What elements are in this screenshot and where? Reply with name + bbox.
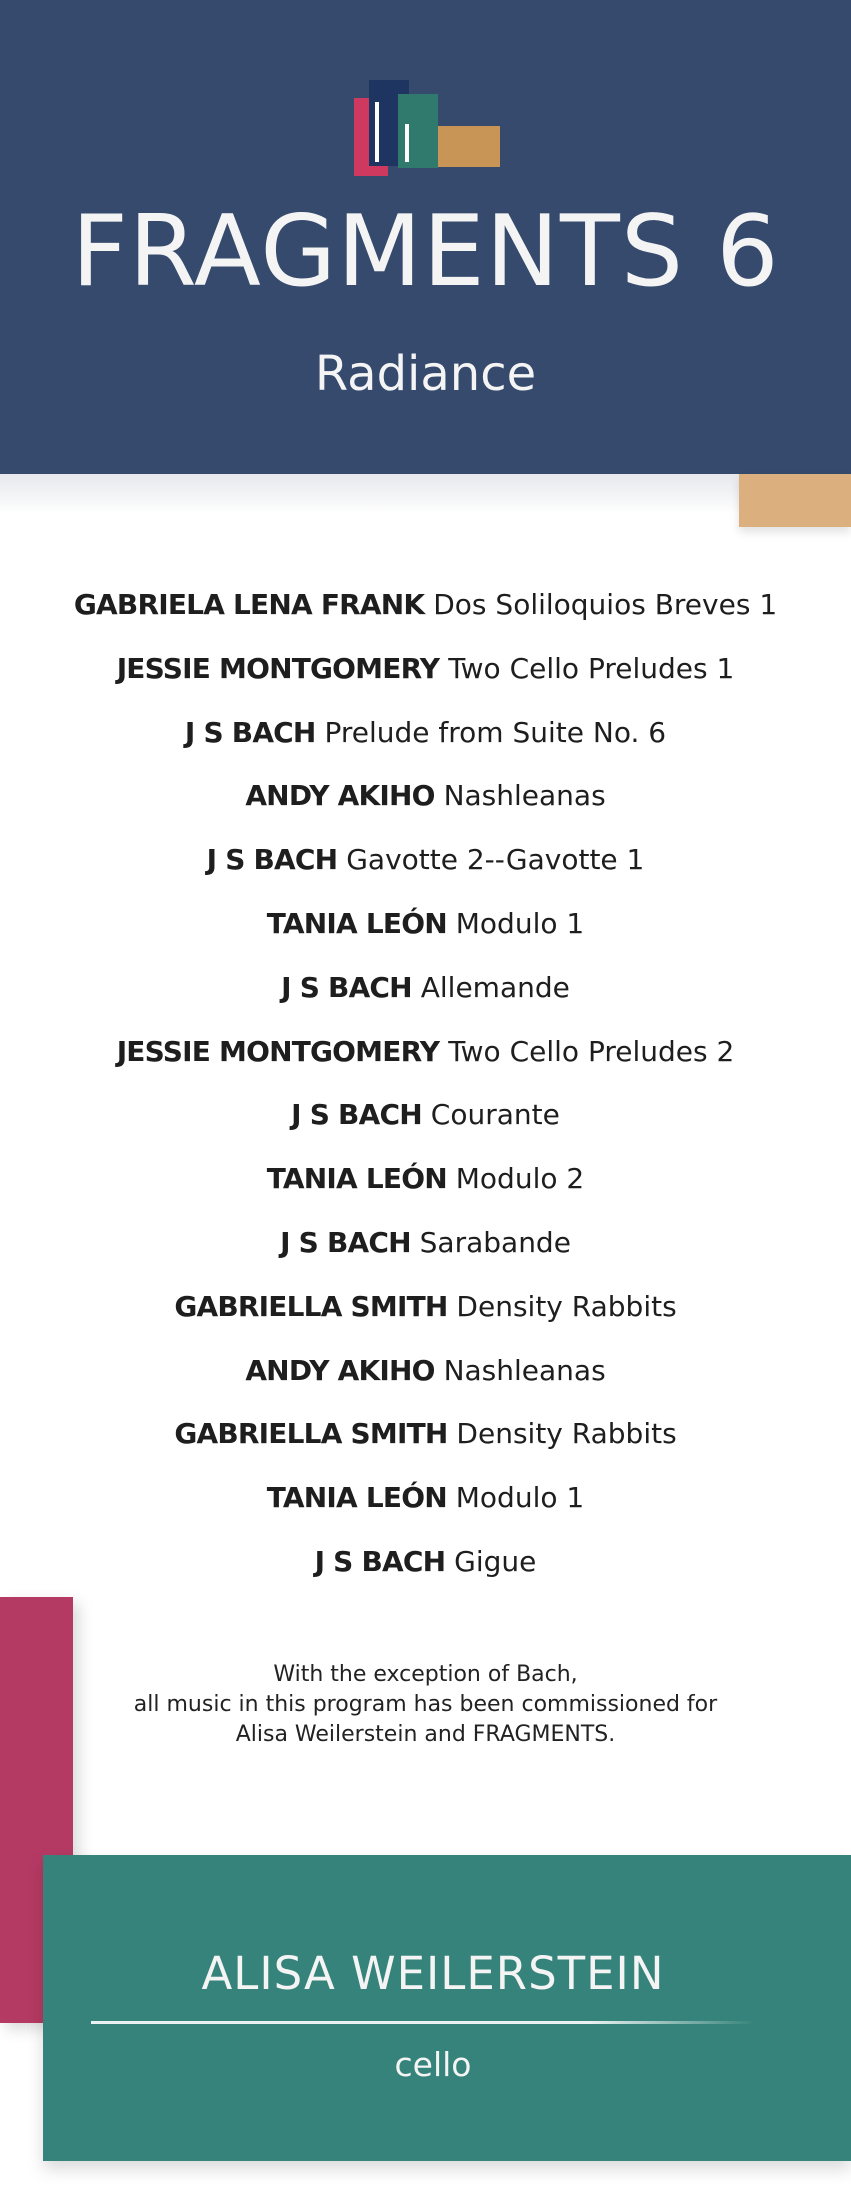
work-title: Nashleanas: [443, 1353, 606, 1387]
composer-name: GABRIELLA SMITH: [174, 1417, 448, 1451]
note-line: With the exception of Bach,: [273, 1662, 578, 1687]
work-title: Gigue: [454, 1544, 537, 1578]
work-title: Density Rabbits: [456, 1417, 677, 1451]
performer-panel: [43, 1855, 851, 2161]
composer-name: J S BACH: [281, 970, 412, 1004]
page-subtitle: Radiance: [314, 346, 537, 402]
note-line: all music in this program has been commissioned for: [133, 1692, 718, 1717]
program-item: [0, 899, 851, 963]
composer-name: ANDY AKIHO: [245, 1353, 435, 1387]
composer-name: J S BACH: [314, 1544, 446, 1578]
work-title: Sarabande: [419, 1225, 571, 1259]
fragments-logo-icon: [354, 80, 500, 176]
work-title: Allemande: [420, 970, 570, 1004]
work-title: Prelude from Suite No. 6: [324, 715, 667, 749]
program-list: [0, 580, 851, 1601]
header-banner: [0, 0, 851, 474]
program-item: [0, 708, 851, 772]
commission-note: [100, 1660, 751, 1750]
composer-name: GABRIELA LENA FRANK: [73, 588, 425, 621]
work-title: Two Cello Preludes 1: [448, 651, 735, 685]
composer-name: JESSIE MONTGOMERY: [116, 1034, 440, 1068]
program-item: [0, 1218, 851, 1282]
program-item: [0, 835, 851, 899]
composer-name: TANIA LEÓN: [266, 906, 447, 940]
program-item: [0, 1090, 851, 1154]
program-item: [0, 1537, 851, 1601]
composer-name: J S BACH: [291, 1098, 422, 1132]
composer-name: TANIA LEÓN: [266, 1481, 447, 1515]
divider: [91, 2021, 755, 2024]
program-item: [0, 771, 851, 835]
program-item: [0, 1346, 851, 1410]
composer-name: J S BACH: [184, 715, 316, 749]
composer-name: J S BACH: [280, 1225, 411, 1259]
gold-accent-tab: [739, 474, 851, 527]
program-item: [0, 963, 851, 1027]
performer-instrument: cello: [394, 2045, 472, 2084]
performer-name: ALISA WEILERSTEIN: [201, 1947, 665, 2000]
work-title: Modulo 1: [455, 1481, 585, 1515]
header-shadow: [0, 474, 851, 514]
program-item: [0, 1154, 851, 1218]
program-item: [0, 1282, 851, 1346]
work-title: Two Cello Preludes 2: [448, 1034, 735, 1068]
note-line: Alisa Weilerstein and FRAGMENTS.: [235, 1722, 616, 1747]
work-title: Gavotte 2--Gavotte 1: [346, 843, 645, 877]
program-item: [0, 1409, 851, 1473]
page-title: FRAGMENTS 6: [71, 195, 780, 309]
work-title: Nashleanas: [443, 779, 606, 813]
work-title: Modulo 2: [455, 1162, 585, 1196]
work-title: Density Rabbits: [456, 1289, 677, 1323]
program-item: [0, 580, 851, 644]
program-item: [0, 1473, 851, 1537]
composer-name: J S BACH: [206, 843, 338, 877]
composer-name: TANIA LEÓN: [266, 1162, 447, 1196]
program-item: [0, 1027, 851, 1091]
composer-name: JESSIE MONTGOMERY: [116, 651, 440, 685]
work-title: Dos Soliloquios Breves 1: [433, 588, 778, 621]
composer-name: ANDY AKIHO: [245, 779, 435, 813]
work-title: Modulo 1: [455, 906, 585, 940]
work-title: Courante: [430, 1098, 560, 1132]
composer-name: GABRIELLA SMITH: [174, 1289, 448, 1323]
program-item: [0, 644, 851, 708]
